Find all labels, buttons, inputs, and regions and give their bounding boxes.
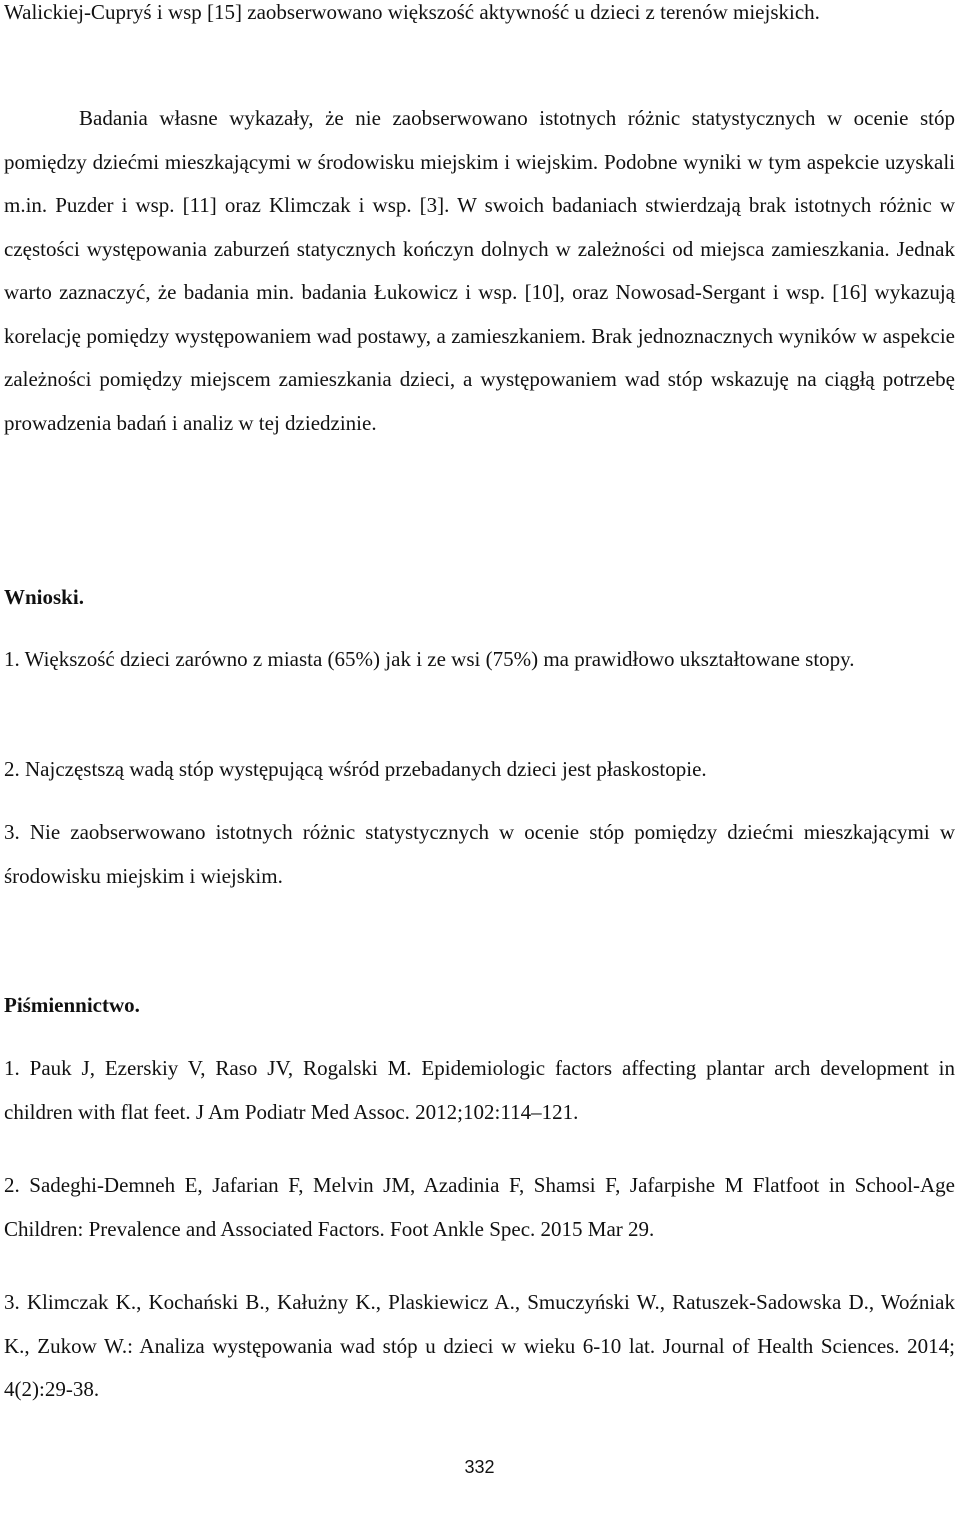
reference-item: 2. Sadeghi-Demneh E, Jafarian F, Melvin JM, Azadinia F, Shamsi F, Jafarpishe M Flatfoot in School-Age Children: Prevalence and Associated Factors. Foot Ankle Spec. 2015 Mar 29. (4, 1173, 955, 1241)
body-paragraph: Walickiej-Cupryś i wsp [15] zaobserwowano większość aktywność u dzieci z terenów miejskich. (4, 0, 820, 24)
document-page (4, 0, 955, 1513)
reference-item: 3. Klimczak K., Kochański B., Kałużny K., Plaskiewicz A., Smuczyński W., Ratuszek-Sadowska D., Woźniak K., Zukow W.: Analiza występowania wad stóp u dzieci w wieku 6-10 lat. Journal of Health Sciences. 2014; 4(2):29-38. (4, 1290, 955, 1401)
conclusion-item: 1. Większość dzieci zarówno z miasta (65%) jak i ze wsi (75%) ma prawidłowo ukształtowane stopy. (4, 647, 855, 671)
body-paragraph: Badania własne wykazały, że nie zaobserwowano istotnych różnic statystycznych w ocenie stóp pomiędzy dziećmi mieszkającymi w środowisku miejskim i wiejskim. Podobne wyniki w tym aspekcie uzyskali m.in. Puzder i wsp. [11] oraz Klimczak i wsp. [3]. W swoich badaniach stwierdzają brak istotnych różnic w częstości występowania zaburzeń statycznych kończyn dolnych w zależności od miejsca zamieszkania. Jednak warto zaznaczyć, że badania min. badania Łukowicz i wsp. [10], oraz Nowosad-Sergant i wsp. [16] wykazują korelację pomiędzy występowaniem wad postawy, a zamieszkaniem. Brak jednoznacznych wyników w aspekcie zależności pomiędzy miejscem zamieszkania dzieci, a występowaniem wad stóp wskazuję na ciągłą potrzebę prowadzenia badań i analiz w tej dziedzinie. (4, 106, 955, 435)
reference-item: 1. Pauk J, Ezerskiy V, Raso JV, Rogalski M. Epidemiologic factors affecting plantar arch development in children with flat feet. J Am Podiatr Med Assoc. 2012;102:114–121. (4, 1056, 955, 1124)
conclusion-item: 2. Najczęstszą wadą stóp występującą wśród przebadanych dzieci jest płaskostopie. (4, 757, 707, 781)
references-heading: Piśmiennictwo. (4, 993, 140, 1017)
conclusions-heading: Wnioski. (4, 585, 84, 609)
page-number: 332 (464, 1457, 495, 1477)
conclusion-item: 3. Nie zaobserwowano istotnych różnic statystycznych w ocenie stóp pomiędzy dziećmi mieszkającymi w środowisku miejskim i wiejskim. (4, 820, 955, 888)
